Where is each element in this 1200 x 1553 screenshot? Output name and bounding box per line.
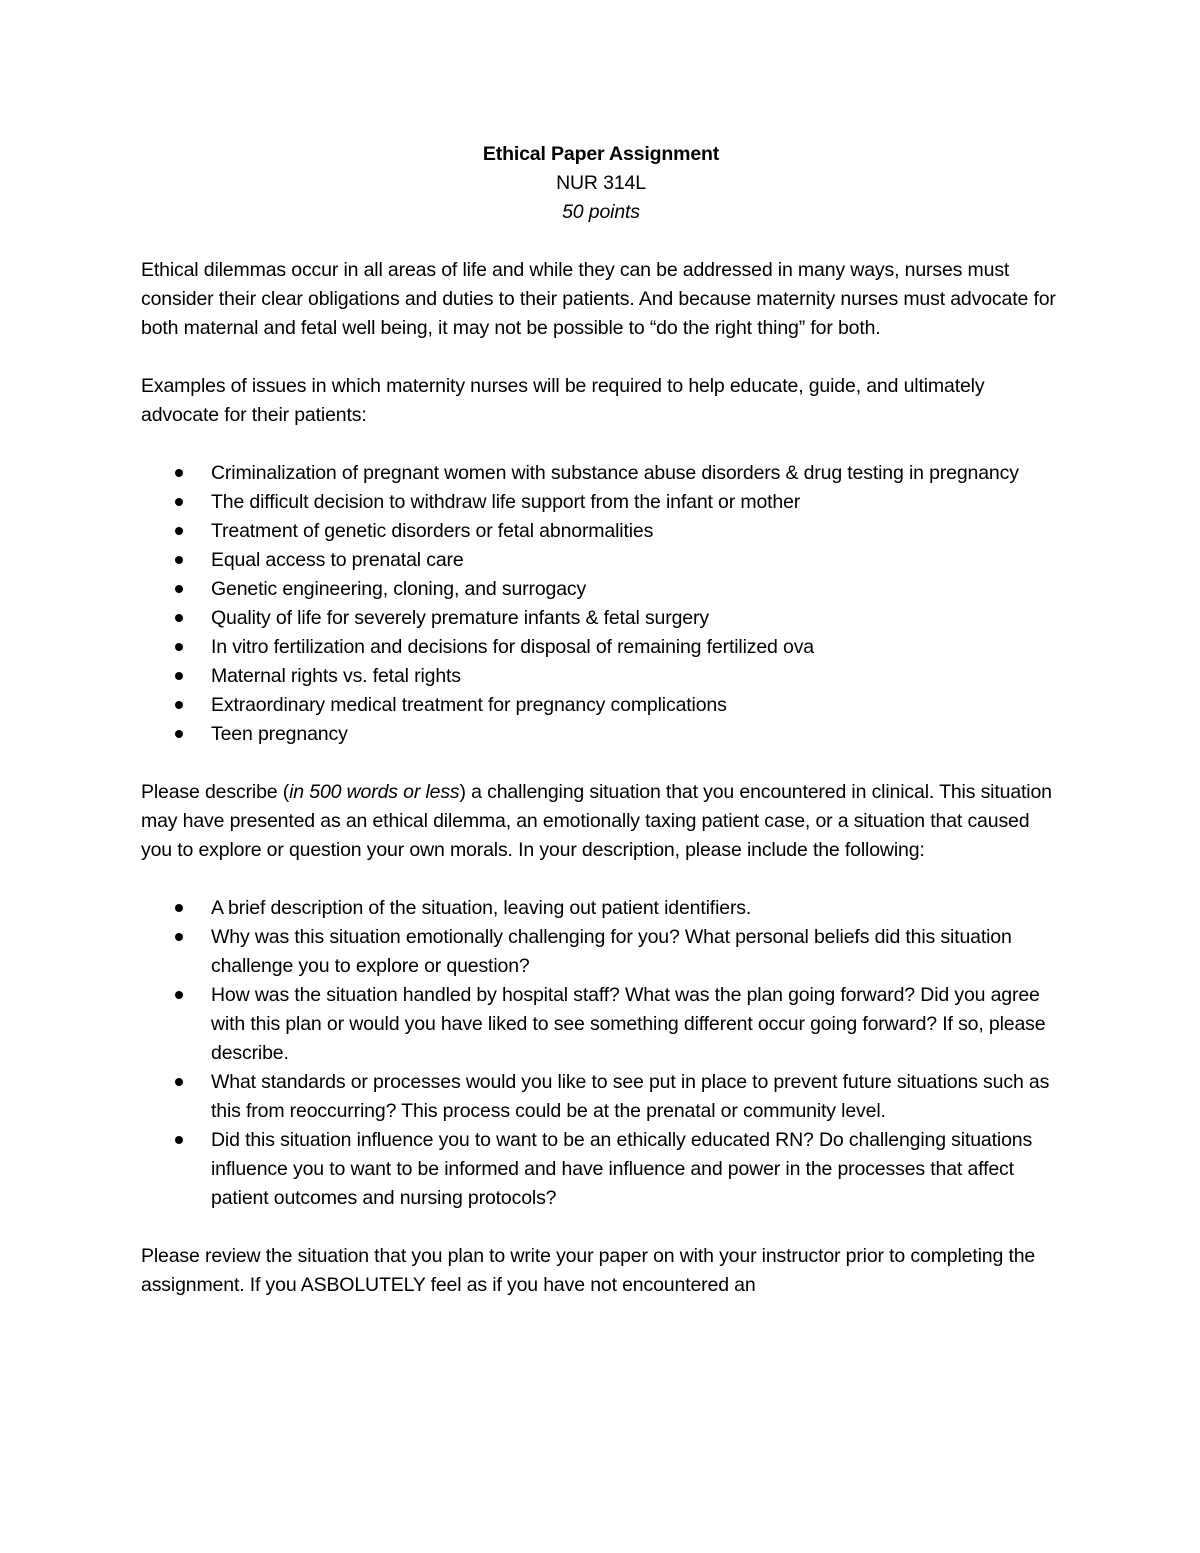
list-item: Treatment of genetic disorders or fetal abnormalities	[141, 517, 1061, 546]
requirements-list	[141, 894, 1061, 1213]
list-item: In vitro fertilization and decisions for disposal of remaining fertilized ova	[141, 633, 1061, 662]
list-item: Why was this situation emotionally challenging for you? What personal beliefs did this situation challenge you to explore or question?	[141, 923, 1061, 981]
list-item: What standards or processes would you like to see put in place to prevent future situations such as this from reoccurring? This process could be at the prenatal or community level.	[141, 1068, 1061, 1126]
examples-intro-paragraph: Examples of issues in which maternity nurses will be required to help educate, guide, and ultimately advocate for their patients:	[141, 375, 985, 426]
describe-paragraph	[141, 778, 1061, 865]
word-limit-emphasis: in 500 words or less	[289, 781, 460, 803]
list-item: Extraordinary medical treatment for pregnancy complications	[141, 691, 1061, 720]
describe-text-after: ) a challenging situation that you encountered in clinical. This situation may have presented as an ethical dilemma, an emotionally taxing patient case, or a situation that caused you to explore or question your own morals. In your description, please include the following:	[141, 781, 1052, 861]
issues-list	[141, 459, 1061, 749]
list-item: How was the situation handled by hospital staff? What was the plan going forward? Did you agree with this plan or would you have liked to see something different occur going forward? If so, please describe.	[141, 981, 1061, 1068]
spacer	[141, 227, 1061, 256]
spacer	[141, 1213, 1061, 1242]
describe-text-before: Please describe (	[141, 781, 290, 803]
document-header	[141, 140, 1061, 227]
list-item: Maternal rights vs. fetal rights	[141, 662, 1061, 691]
list-item: The difficult decision to withdraw life support from the infant or mother	[141, 488, 1061, 517]
list-item: Teen pregnancy	[141, 720, 1061, 749]
spacer	[141, 749, 1061, 778]
list-item: Equal access to prenatal care	[141, 546, 1061, 575]
spacer	[141, 865, 1061, 894]
course-code: NUR 314L	[556, 172, 646, 194]
list-item: Criminalization of pregnant women with substance abuse disorders & drug testing in pregnancy	[141, 459, 1061, 488]
list-item: A brief description of the situation, leaving out patient identifiers.	[141, 894, 1061, 923]
document-title: Ethical Paper Assignment	[482, 143, 720, 165]
spacer	[141, 430, 1061, 459]
intro-paragraph: Ethical dilemmas occur in all areas of life and while they can be addressed in many ways, nurses must consider their clear obligations and duties to their patients. And because maternity nurses must advocate for both maternal and fetal well being, it may not be possible to “do the right thing” for both.	[141, 259, 1056, 339]
list-item: Genetic engineering, cloning, and surrogacy	[141, 575, 1061, 604]
spacer	[141, 343, 1061, 372]
closing-paragraph: Please review the situation that you plan to write your paper on with your instructor prior to completing the assignment. If you ASBOLUTELY feel as if you have not encountered an	[141, 1245, 1036, 1296]
points-value: 50 points	[562, 201, 640, 223]
document-content	[141, 140, 1061, 1300]
list-item: Did this situation influence you to want to be an ethically educated RN? Do challenging situations influence you to want to be informed and have influence and power in the processes that affect patient outcomes and nursing protocols?	[141, 1126, 1061, 1213]
list-item: Quality of life for severely premature infants & fetal surgery	[141, 604, 1061, 633]
